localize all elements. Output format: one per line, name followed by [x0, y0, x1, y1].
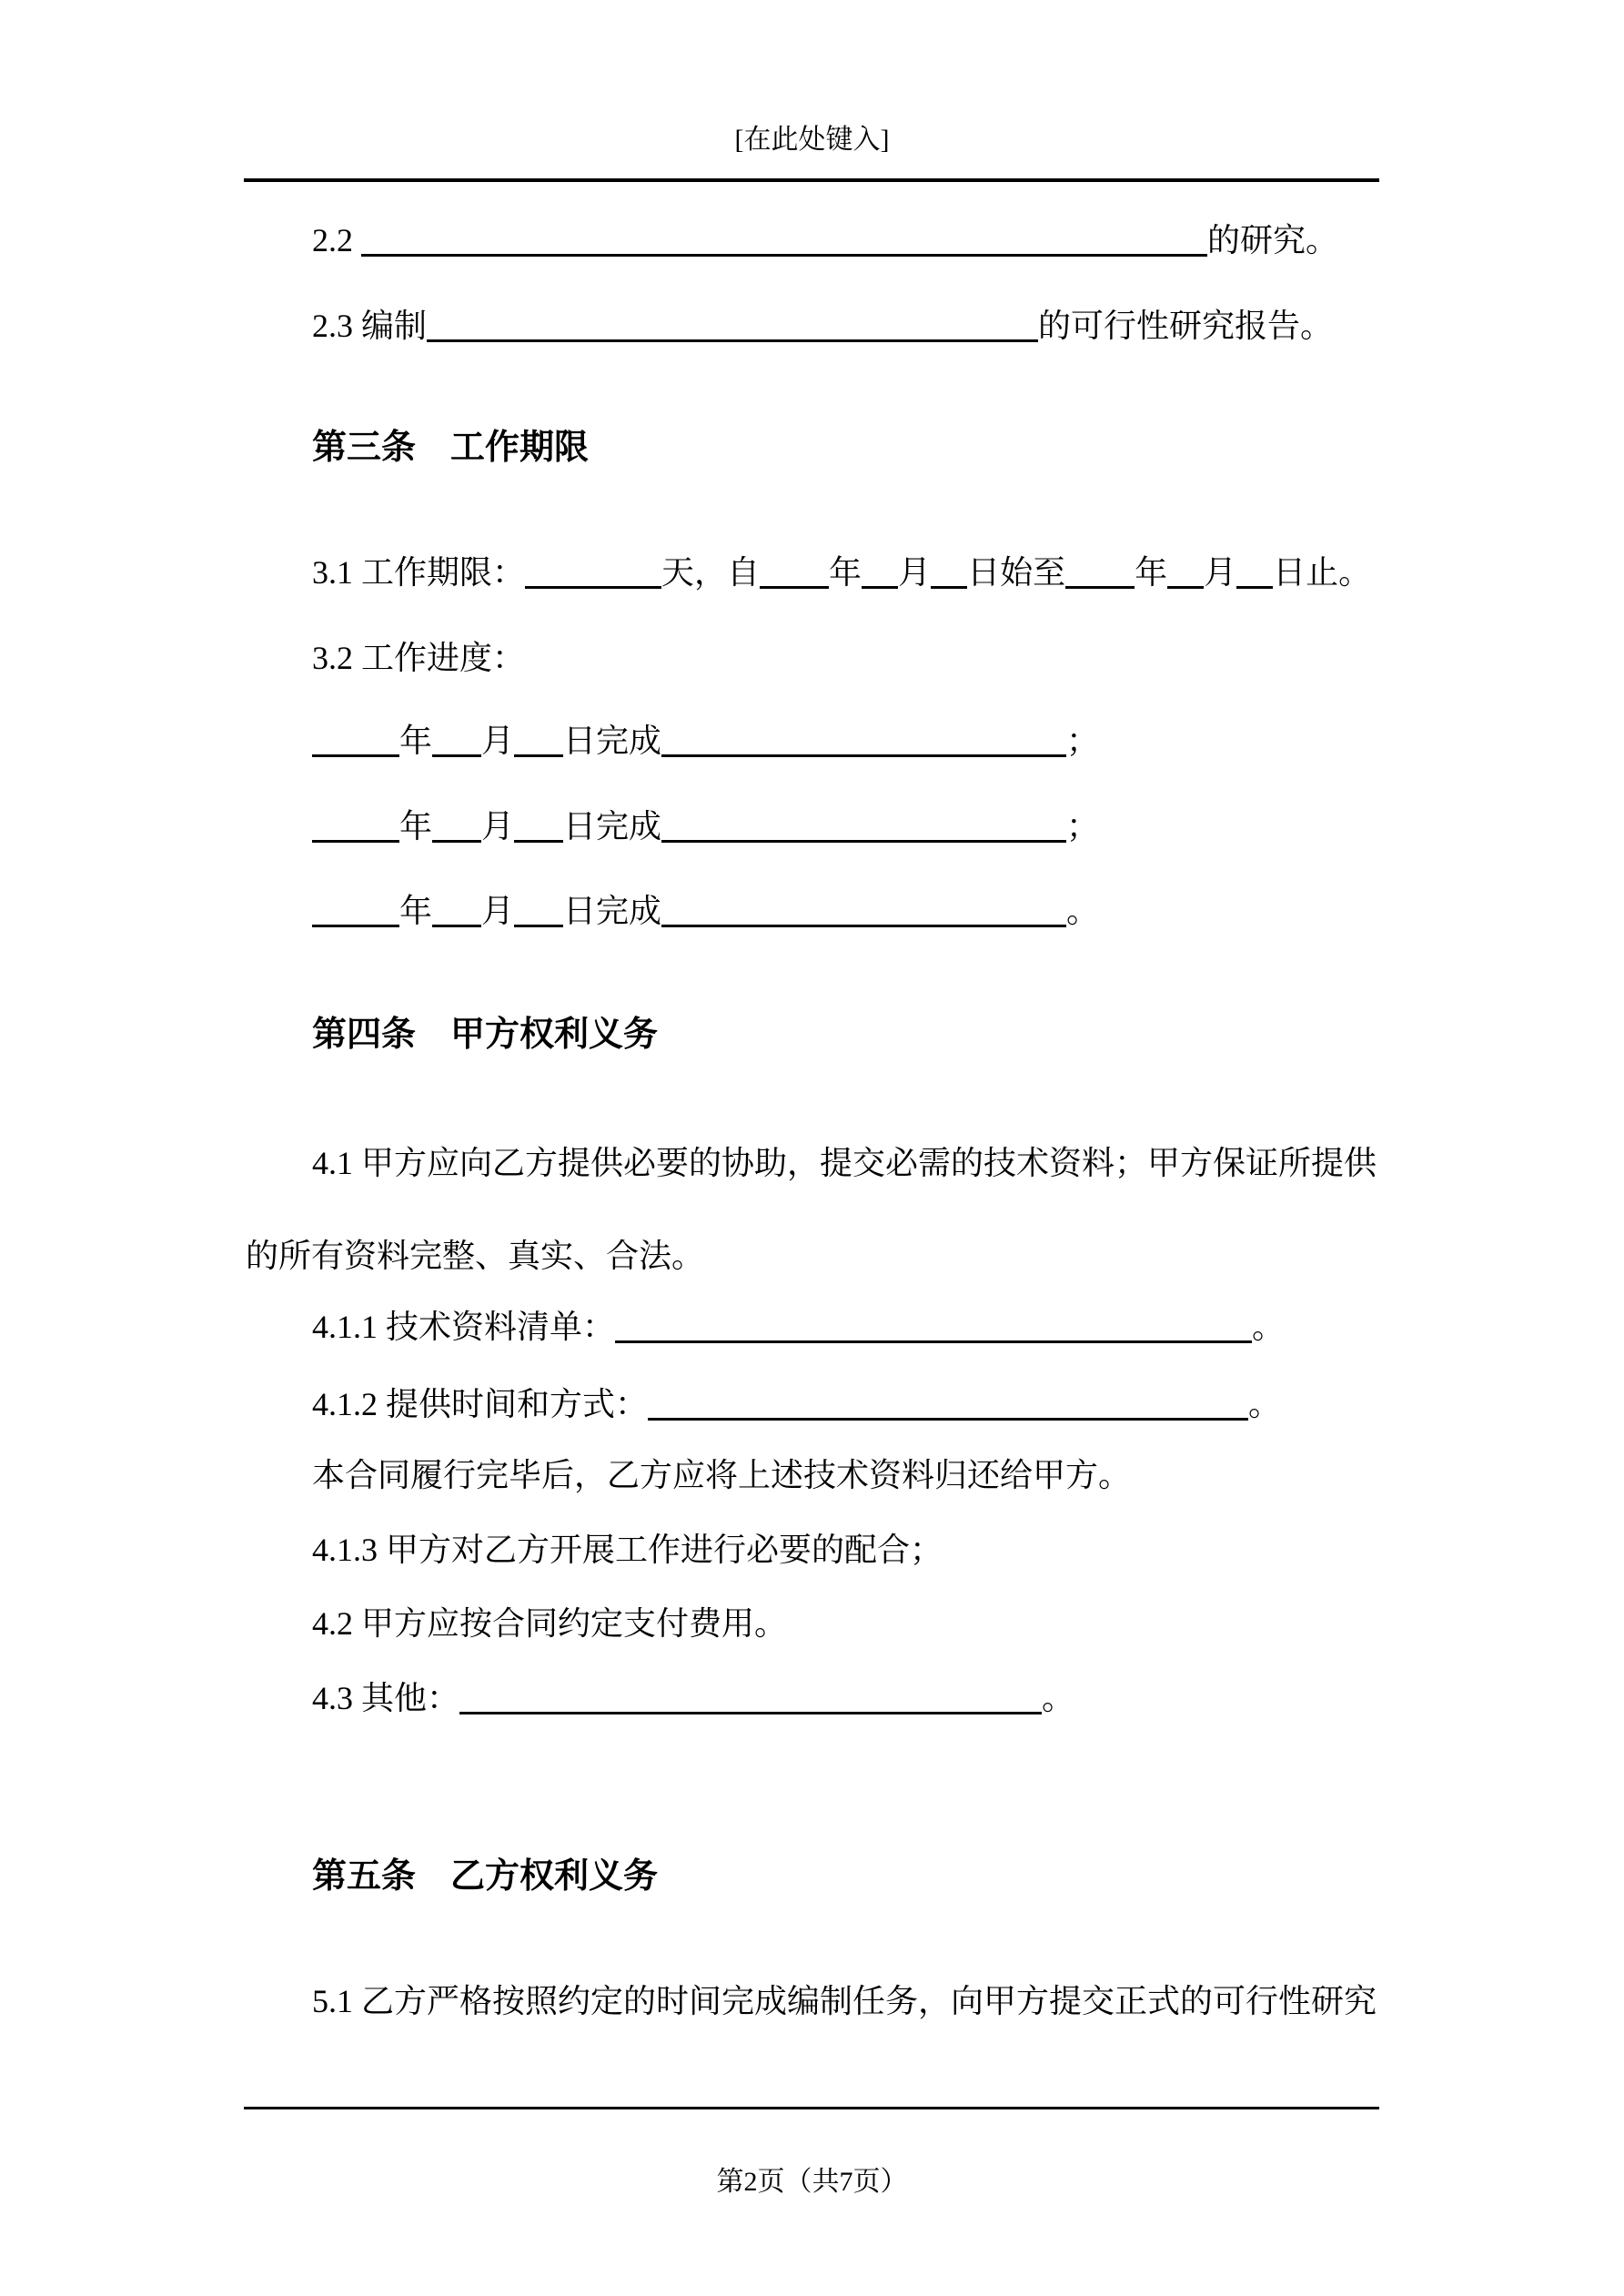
clause-2-2 [312, 220, 1338, 260]
progress-2-month-blank[interactable] [432, 807, 481, 843]
progress-line-2 [312, 806, 1099, 846]
clause-3-1-year2-label: 年 [1135, 554, 1168, 591]
progress-2-task-blank[interactable] [661, 807, 1066, 843]
header-placeholder: [在此处键入] [734, 125, 890, 155]
clause-3-1-daystart-label: 日始至 [967, 554, 1066, 591]
clause-2-3-prefix: 2.3 编制 [312, 308, 428, 344]
clause-4-1-1-suffix: 。 [1252, 1309, 1286, 1345]
footer-rule [244, 2107, 1379, 2109]
clause-4-1-line-1: 4.1 甲方应向乙方提供必要的协助，提交必需的技术资料；甲方保证所提供 [312, 1145, 1377, 1181]
progress-1-day-blank[interactable] [514, 722, 563, 757]
clause-4-1-note: 本合同履行完毕后，乙方应将上述技术资料归还给甲方。 [312, 1457, 1132, 1493]
clause-4-3-prefix: 4.3 其他： [312, 1680, 460, 1716]
progress-1-separator: ； [1066, 723, 1100, 759]
clause-3-1-year1-blank[interactable] [760, 553, 829, 589]
clause-3-1-dayend-label: 日止。 [1273, 554, 1372, 591]
clause-3-1-year1-label: 年 [829, 554, 862, 591]
clause-4-1-2-prefix: 4.1.2 提供时间和方式： [312, 1386, 649, 1422]
progress-1-year-blank[interactable] [312, 722, 399, 757]
clause-4-1-1 [312, 1307, 1285, 1347]
heading-article-5: 第五条 乙方权利义务 [312, 1857, 659, 1896]
progress-3-complete-label: 日完成 [563, 893, 662, 929]
clause-4-1-line-2: 的所有资料完整、真实、合法。 [246, 1238, 705, 1274]
progress-3-task-blank[interactable] [661, 892, 1066, 927]
progress-2-year-blank[interactable] [312, 807, 399, 843]
clause-3-1-days-blank[interactable] [525, 553, 661, 589]
clause-4-1-1-blank[interactable] [615, 1308, 1252, 1343]
progress-line-1 [312, 721, 1099, 761]
clause-4-2: 4.2 甲方应按合同约定支付费用。 [312, 1605, 788, 1642]
clause-2-3 [312, 306, 1333, 346]
progress-3-day-blank[interactable] [514, 892, 563, 927]
clause-3-1-days-label: 天，自 [661, 554, 761, 591]
clause-4-3-suffix: 。 [1042, 1680, 1075, 1716]
header-rule [244, 178, 1379, 182]
clause-3-1 [312, 552, 1371, 592]
clause-4-1-2 [312, 1384, 1281, 1424]
clause-4-3 [312, 1678, 1074, 1718]
heading-article-4: 第四条 甲方权利义务 [312, 1016, 659, 1054]
clause-2-2-number: 2.2 [312, 222, 353, 258]
clause-4-1-2-suffix: 。 [1248, 1386, 1282, 1422]
clause-4-1-1-prefix: 4.1.1 技术资料清单： [312, 1309, 616, 1345]
clause-3-1-day2-blank[interactable] [1236, 553, 1273, 589]
clause-2-3-suffix: 的可行性研究报告。 [1038, 308, 1334, 344]
clause-3-1-year2-blank[interactable] [1065, 553, 1135, 589]
clause-3-1-month1-blank[interactable] [862, 553, 898, 589]
clause-2-3-blank[interactable] [427, 307, 1038, 342]
clause-4-3-blank[interactable] [459, 1679, 1042, 1714]
progress-3-month-label: 月 [481, 893, 515, 929]
progress-1-task-blank[interactable] [661, 722, 1066, 757]
progress-1-month-blank[interactable] [432, 722, 481, 757]
progress-line-3 [312, 891, 1099, 931]
clause-5-1: 5.1 乙方严格按照约定的时间完成编制任务，向甲方提交正式的可行性研究 [312, 1983, 1377, 2019]
progress-2-day-blank[interactable] [514, 807, 563, 843]
clause-3-1-month1-label: 月 [898, 554, 932, 591]
progress-3-month-blank[interactable] [432, 892, 481, 927]
clause-3-1-month2-blank[interactable] [1167, 553, 1204, 589]
progress-1-complete-label: 日完成 [563, 723, 662, 759]
footer-page-number: 第2页（共7页） [716, 2167, 908, 2197]
progress-3-year-label: 年 [399, 893, 433, 929]
clause-2-2-suffix: 的研究。 [1207, 222, 1339, 258]
clause-3-2: 3.2 工作进度： [312, 640, 526, 676]
progress-1-year-label: 年 [399, 723, 433, 759]
progress-2-complete-label: 日完成 [563, 808, 662, 845]
clause-3-1-month2-label: 月 [1204, 554, 1237, 591]
clause-2-2-blank[interactable] [361, 221, 1207, 257]
progress-3-year-blank[interactable] [312, 892, 399, 927]
clause-3-1-prefix: 3.1 工作期限： [312, 554, 526, 591]
progress-2-year-label: 年 [399, 808, 433, 845]
clause-3-1-day1-blank[interactable] [931, 553, 967, 589]
clause-4-1-2-blank[interactable] [648, 1385, 1248, 1421]
progress-2-month-label: 月 [481, 808, 515, 845]
clause-4-1-3: 4.1.3 甲方对乙方开展工作进行必要的配合； [312, 1532, 943, 1568]
heading-article-3: 第三条 工作期限 [312, 429, 590, 467]
progress-3-end: 。 [1066, 893, 1100, 929]
progress-2-separator: ； [1066, 808, 1100, 845]
progress-1-month-label: 月 [481, 723, 515, 759]
